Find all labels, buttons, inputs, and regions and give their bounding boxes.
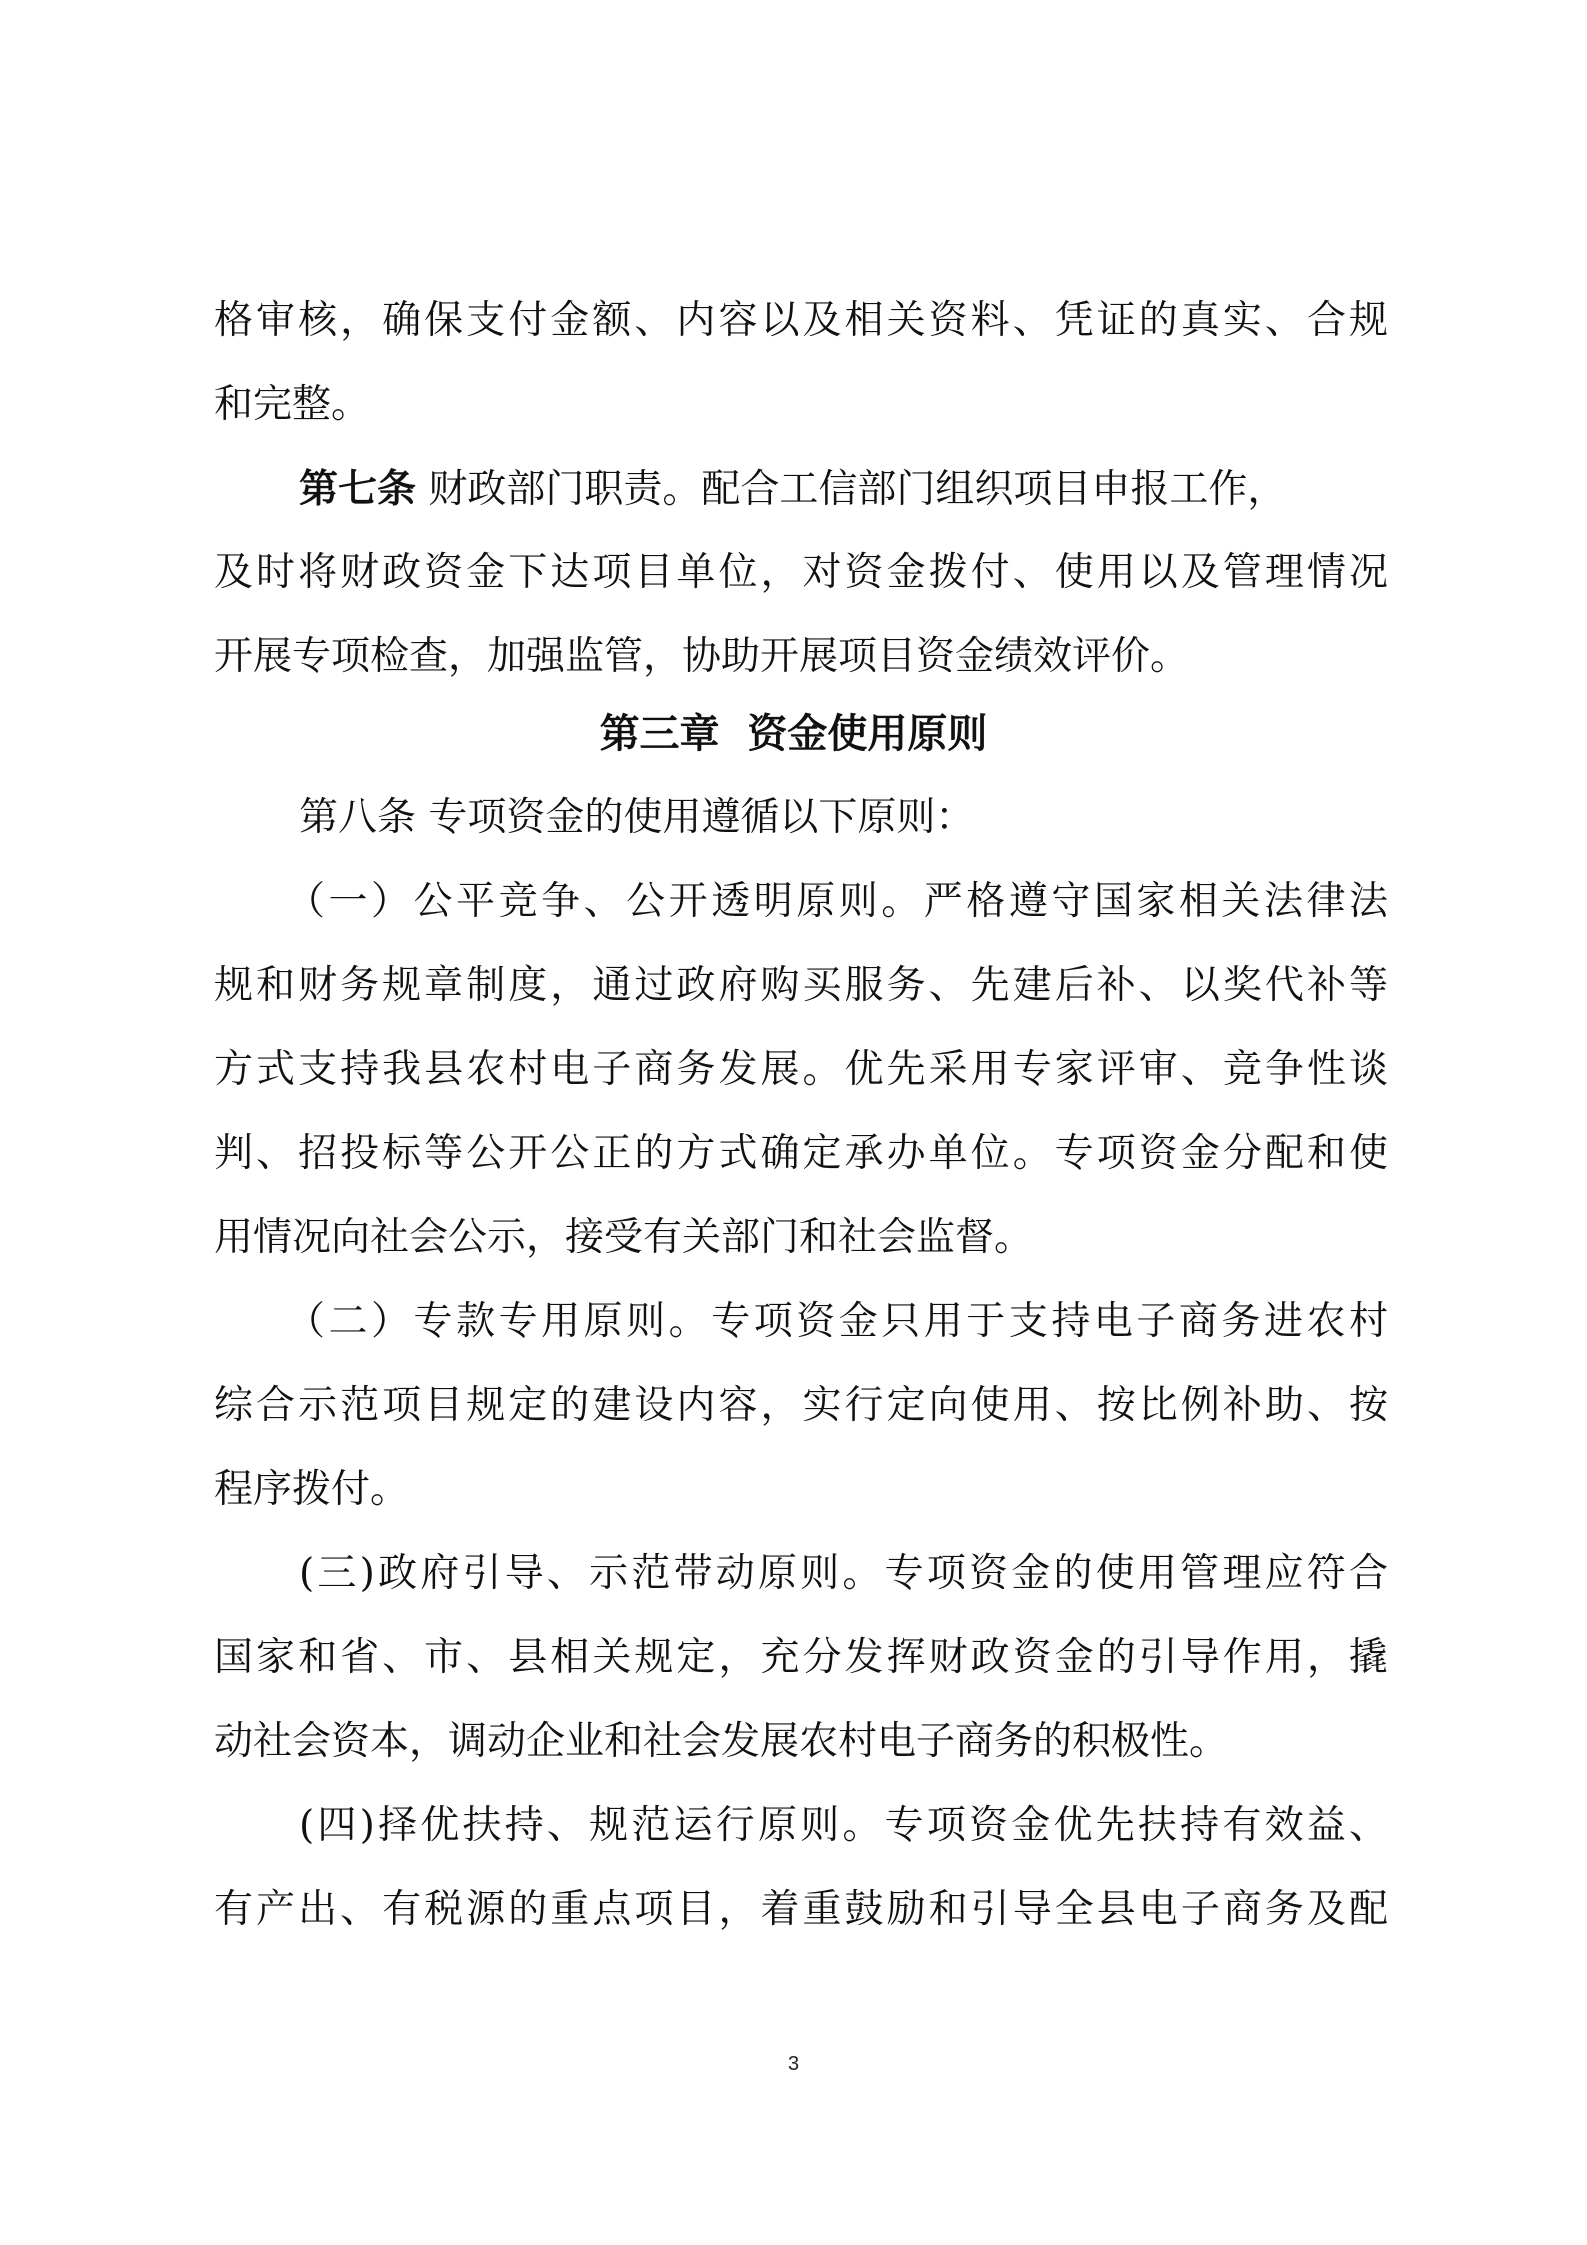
- chapter-title: 第三章 资金使用原则: [599, 711, 988, 757]
- principle1-line-1: （一）公平竞争、公开透明原则。严格遵守国家相关法律法: [286, 879, 1388, 924]
- principle1-line-5: 用情况向社会公示，接受有关部门和社会监督。: [214, 1215, 1034, 1260]
- article8-line: [299, 777, 1388, 859]
- principle1-line-3: 方式支持我县农村电子商务发展。优先采用专家评审、竞争性谈: [214, 1047, 1388, 1092]
- principle1-line-4: 判、招投标等公开公正的方式确定承办单位。专项资金分配和使: [214, 1131, 1388, 1176]
- article7-text: 财政部门职责。配合工信部门组织项目申报工作，: [428, 467, 1287, 512]
- principle4-line-1: (四)择优扶持、规范运行原则。专项资金优先扶持有效益、: [299, 1803, 1388, 1848]
- article7-line-1: [299, 448, 1388, 530]
- principle2-line-3: 程序拨付。: [214, 1467, 410, 1512]
- page-number: 3: [787, 2053, 800, 2075]
- principle2-line-2: 综合示范项目规定的建设内容，实行定向使用、按比例补助、按: [214, 1383, 1388, 1428]
- principle2-line-1: （二）专款专用原则。专项资金只用于支持电子商务进农村: [286, 1299, 1388, 1344]
- article8-label: 第八条: [299, 795, 417, 840]
- article7-line-2: 及时将财政资金下达项目单位，对资金拨付、使用以及管理情况: [214, 550, 1388, 595]
- principle4-line-2: 有产出、有税源的重点项目，着重鼓励和引导全县电子商务及配: [214, 1887, 1388, 1932]
- article7-label: 第七条: [299, 466, 417, 512]
- principle3-line-2: 国家和省、市、县相关规定，充分发挥财政资金的引导作用，撬: [214, 1635, 1388, 1680]
- principle3-line-1: (三)政府引导、示范带动原则。专项资金的使用管理应符合: [299, 1551, 1388, 1596]
- article6-line-2: 和完整。: [214, 382, 371, 427]
- principle1-line-2: 规和财务规章制度，通过政府购买服务、先建后补、以奖代补等: [214, 963, 1388, 1008]
- article8-text: 专项资金的使用遵循以下原则：: [428, 795, 975, 840]
- principle3-line-3: 动社会资本，调动企业和社会发展农村电子商务的积极性。: [214, 1719, 1229, 1764]
- article7-line-3: 开展专项检查，加强监管，协助开展项目资金绩效评价。: [214, 634, 1190, 679]
- article6-line-1: 格审核，确保支付金额、内容以及相关资料、凭证的真实、合规: [214, 298, 1388, 343]
